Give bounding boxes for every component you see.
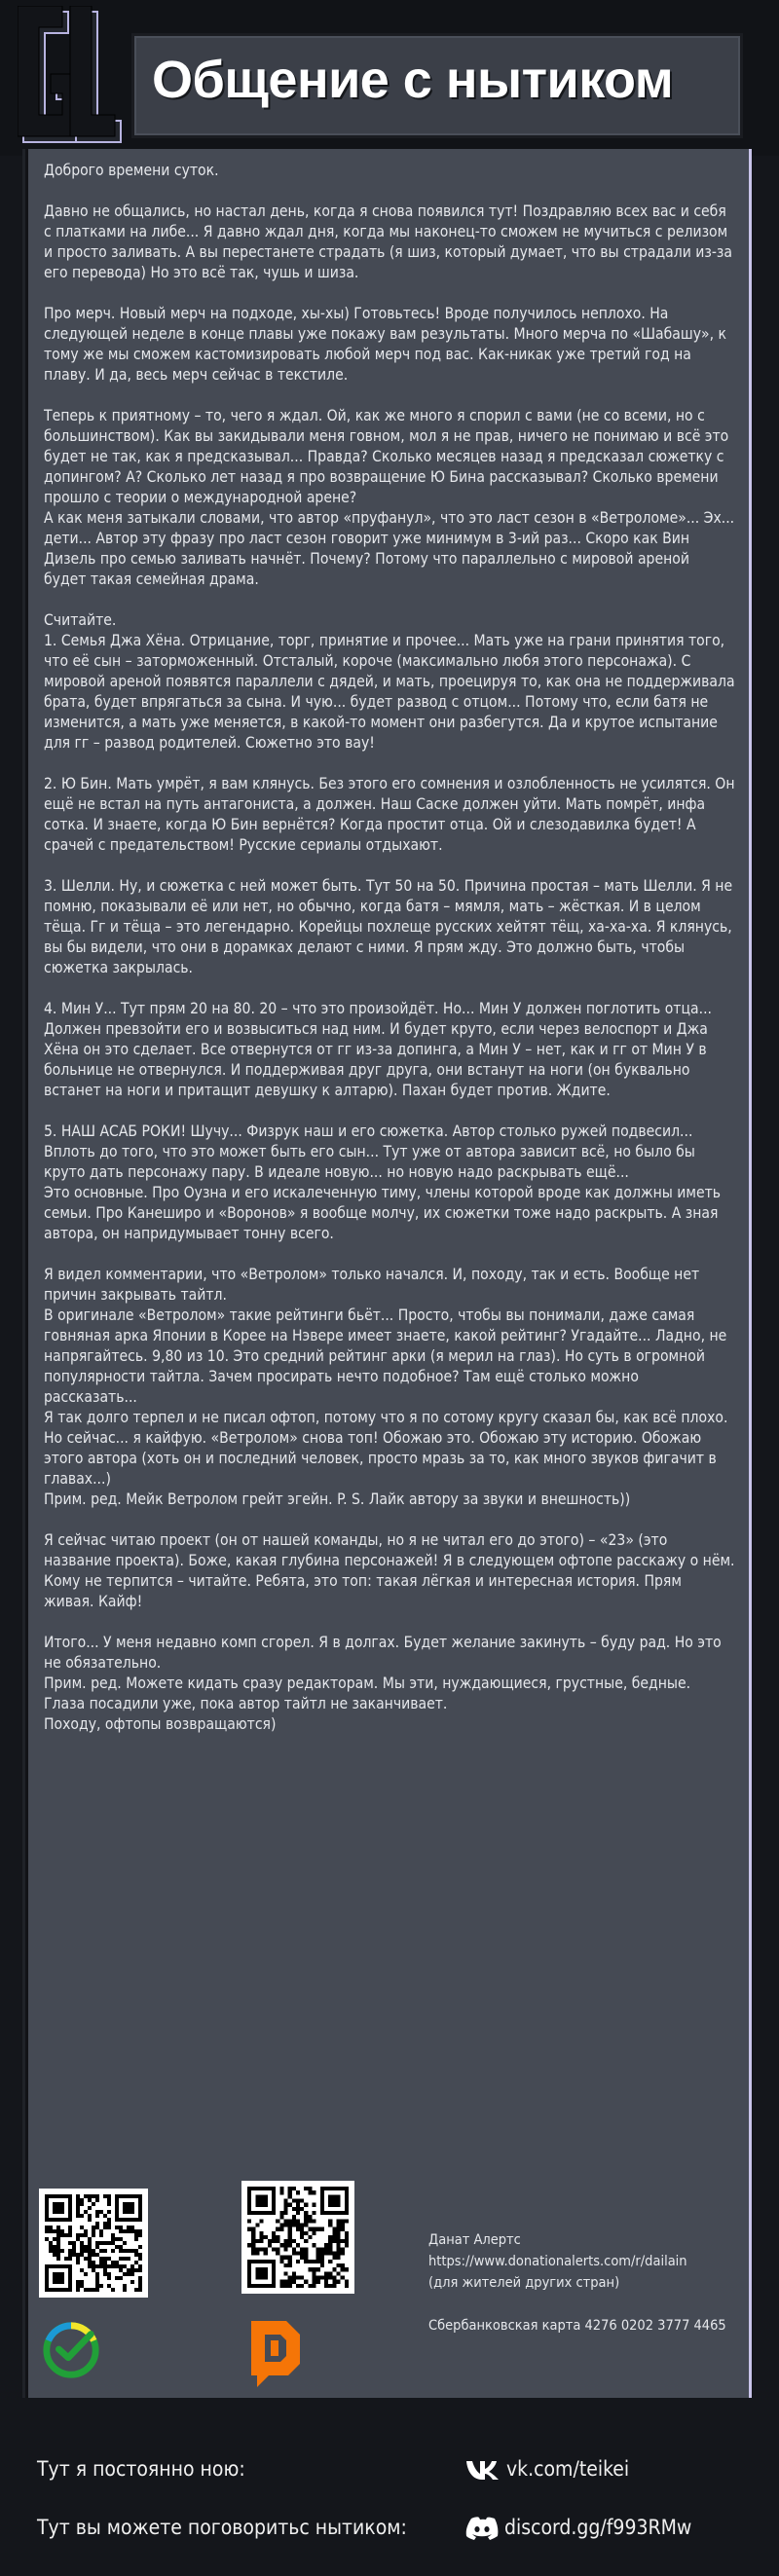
title-box <box>131 33 743 138</box>
discord-link[interactable] <box>465 2516 691 2541</box>
paragraph-predictions: Теперь к приятному – то, чего я ждал. Ой, как же много я спорил с вами (не со всеми, но с большинством). Как вы закидывали меня говном, мол я не прав, ничего не понимаю и всё это будет не так, как я предсказывал... Правда? Сколько месяцев назад я предсказал сюжетку с допингом? А? Сколько лет назад я про возвращение Ю Бина рассказывал? Сколько времени прошло с теории о международной арене? А как меня затыкали словами, что автор «пруфанул», что это ласт сезон в «Ветроломе»... Эх... дети... Автор эту фразу про ласт сезон говорит уже минимум в 3-ий раз... Скоро как Вин Дизель про семью заливать начнёт. Почему? Потому что параллельно с мировой ареной будет такая семейная драма. <box>44 407 735 588</box>
donation-info <box>428 2229 750 2337</box>
paragraph-greeting: Доброго времени суток. <box>44 162 219 179</box>
donationalerts-icon <box>243 2317 306 2389</box>
paragraph-summary: Итого... У меня недавно комп сгорел. Я в долгах. Будет желание закинуть – буду рад. Но это не обязательно. Прим. ред. Можете кидать сразу редакторам. Мы эти, нуждающиеся, грустные, бедные. Глаза посадили уже, пока автор тайтл не заканчивает. Походу, офтопы возвращаются) <box>44 1634 722 1733</box>
paragraph-point-2: 2. Ю Бин. Мать умрёт, я вам клянусь. Без этого его сомнения и озлобленность не усилятся. Он ещё не встал на путь антагониста, а должен. Наш Саске должен уйти. Мать помрёт, инфа сотка. И знаете, когда Ю Бин вернётся? Когда простит отца. Ой и слезодавилка будет! А срачей с предательством! Русские сериалы отдыхают. <box>44 775 739 854</box>
donation-note: (для жителей других стран) <box>428 2275 620 2291</box>
donationalerts-qr-code[interactable] <box>241 2181 354 2294</box>
vk-link[interactable] <box>465 2457 629 2481</box>
vk-icon <box>465 2459 501 2481</box>
paragraph-point-5: 5. НАШ АСАБ РОКИ! Шучу... Физрук наш и его сюжетка. Автор столько ружей подвесил... Вплоть до того, что это может быть его сын... Тут уже от автора зависит всё, но было бы круто дать персонажу пару. В идеале новую... но новую надо раскрывать ещё... Это основные. Про Оузна и его искалеченную тиму, члены которой вроде как должны иметь семьи. Про Канеширо и «Воронов» я вообще молчу, их сюжетки тоже надо раскрыть. А зная автора, он напридумывает тонну всего. <box>44 1122 722 1242</box>
footer-discord-caption: Тут вы можете поговоритьс нытиком: <box>37 2516 407 2539</box>
donation-link[interactable]: https://www.donationalerts.com/r/dailain <box>428 2254 687 2269</box>
page-title: Общение с нытиком <box>152 51 674 109</box>
paragraph-ratings: Я видел комментарии, что «Ветролом» только начался. И, походу, так и есть. Вообще нет причин закрывать тайтл. В оригинале «Ветролом» такие рейтинги бьёт... Просто, чтобы вы понимали, даже самая говняная арка Японии в Корее на Нэвере имеет знаете, какой рейтинг? Угадайте... Ладно, не напрягайтесь. 9,80 из 10. Это средний рейтинг арки (я мерил на глаз). Но суть в огромной популярности тайтла. Зачем просирать нечто подобное? Там ещё столько можно рассказать... Я так долго терпел и не писал офтоп, потому что я по сотому кругу сказал бы, как всё плохо. Но сейчас... я кайфую. «Ветролом» снова топ! Обожаю это. Обожаю эту историю. Обожаю этого автора (хоть он и последний человек, просто мразь за то, как много звуков фигачит в главах...) Прим. ред. Мейк Ветролом грейт эгейн. P. S. Лайк автору за звуки и внешность)) <box>44 1266 728 1508</box>
donation-title: Данат Алертс <box>428 2232 521 2248</box>
article-panel <box>25 149 752 2398</box>
sberbank-card-number: Сбербанковская карта 4276 0202 3777 4465 <box>428 2318 726 2334</box>
gl-logo-icon <box>18 6 125 152</box>
paragraph-release: Давно не общались, но настал день, когда я снова появился тут! Поздравляю всех вас и себя с платками на либе... Я давно ждал дня, когда мы наконец-то сможем не мучиться с релизом и просто заливать. А вы перестанете страдать (я шиз, который думает, что вы страдали из-за его перевода) Но это всё так, чушь и шиза. <box>44 202 737 281</box>
vk-link-text: vk.com/teikei <box>506 2457 630 2481</box>
paragraph-point-3: 3. Шелли. Ну, и сюжетка с ней может быть. Тут 50 на 50. Причина простая – мать Шелли. Я не помню, показывали её или нет, но обычно, когда батя – мямля, мать – жёсткая. И в целом тёща. Гг и тёща – это легендарно. Корейцы похлеще русских хейтят тёщ, ха-ха-ха. Я клянусь, вы бы видели, что они в дорамках делают с ними. Я прям жду. Это должно быть, чтобы сюжетка закрылась. <box>44 877 737 976</box>
paragraph-merch: Про мерч. Новый мерч на подходе, хы-хы) Готовьтесь! Вроде получилось неплохо. На следующей неделе в конце плавы уже покажу вам результаты. Много мерча по «Шабашу», к тому же мы сможем кастомизировать любой мерч под вас. Как-никак уже третий год на плаву. И да, весь мерч сейчас в текстиле. <box>44 305 731 384</box>
sberbank-icon <box>41 2320 101 2380</box>
sberbank-qr-code[interactable] <box>39 2189 148 2298</box>
header <box>0 0 779 156</box>
qr-code-icon <box>247 2187 349 2288</box>
paragraph-project-23: Я сейчас читаю проект (он от нашей команды, но я не читал его до этого) – «23» (это название проекта). Боже, какая глубина персонажей! Я в следующем офтопе расскажу о нём. Кому не терпится – читайте. Ребята, это топ: такая лёгкая и интересная история. Прям живая. Кайф! <box>44 1531 739 1610</box>
footer-vk-caption: Тут я постоянно ною: <box>37 2457 245 2481</box>
discord-icon <box>465 2516 499 2541</box>
paragraph-point-4: 4. Мин У... Тут прям 20 на 80. 20 – что это произойдёт. Но... Мин У должен поглотить отца... Должен превзойти его и возвыситься над ним. И будет круто, если через велоспорт и Джа Хёна он это сделает. Все отвернутся от гг из-за допинга, а Мин У – нет, как и гг от Мин У в больнице не отвернулся. И поддерживая друг друга, они встанут на ноги (он буквально встанет на ноги и притащит девушку к алтарю). Пахан будет против. Ждите. <box>44 1000 717 1099</box>
paragraph-point-1: Считайте. 1. Семья Джа Хёна. Отрицание, торг, принятие и прочее... Мать уже на грани принятия того, что её сын – заторможенный. Отсталый, короче (максимально любя этого персонажа). С мировой ареной появятся параллели с дядей, и мать, проецируя то, как она не поддерживала брата, будет впрягаться за сына. И чую... будет развод с отцом... Потому что, если батя не изменится, а мать уже меняется, в какой-то момент они разбегутся. Да и крутое испытание для гг – развод родителей. Сюжетно это вау! <box>44 611 735 752</box>
footer <box>0 2420 779 2576</box>
discord-link-text: discord.gg/f993RMw <box>504 2516 692 2539</box>
article <box>44 161 739 1755</box>
qr-code-icon <box>45 2194 142 2292</box>
